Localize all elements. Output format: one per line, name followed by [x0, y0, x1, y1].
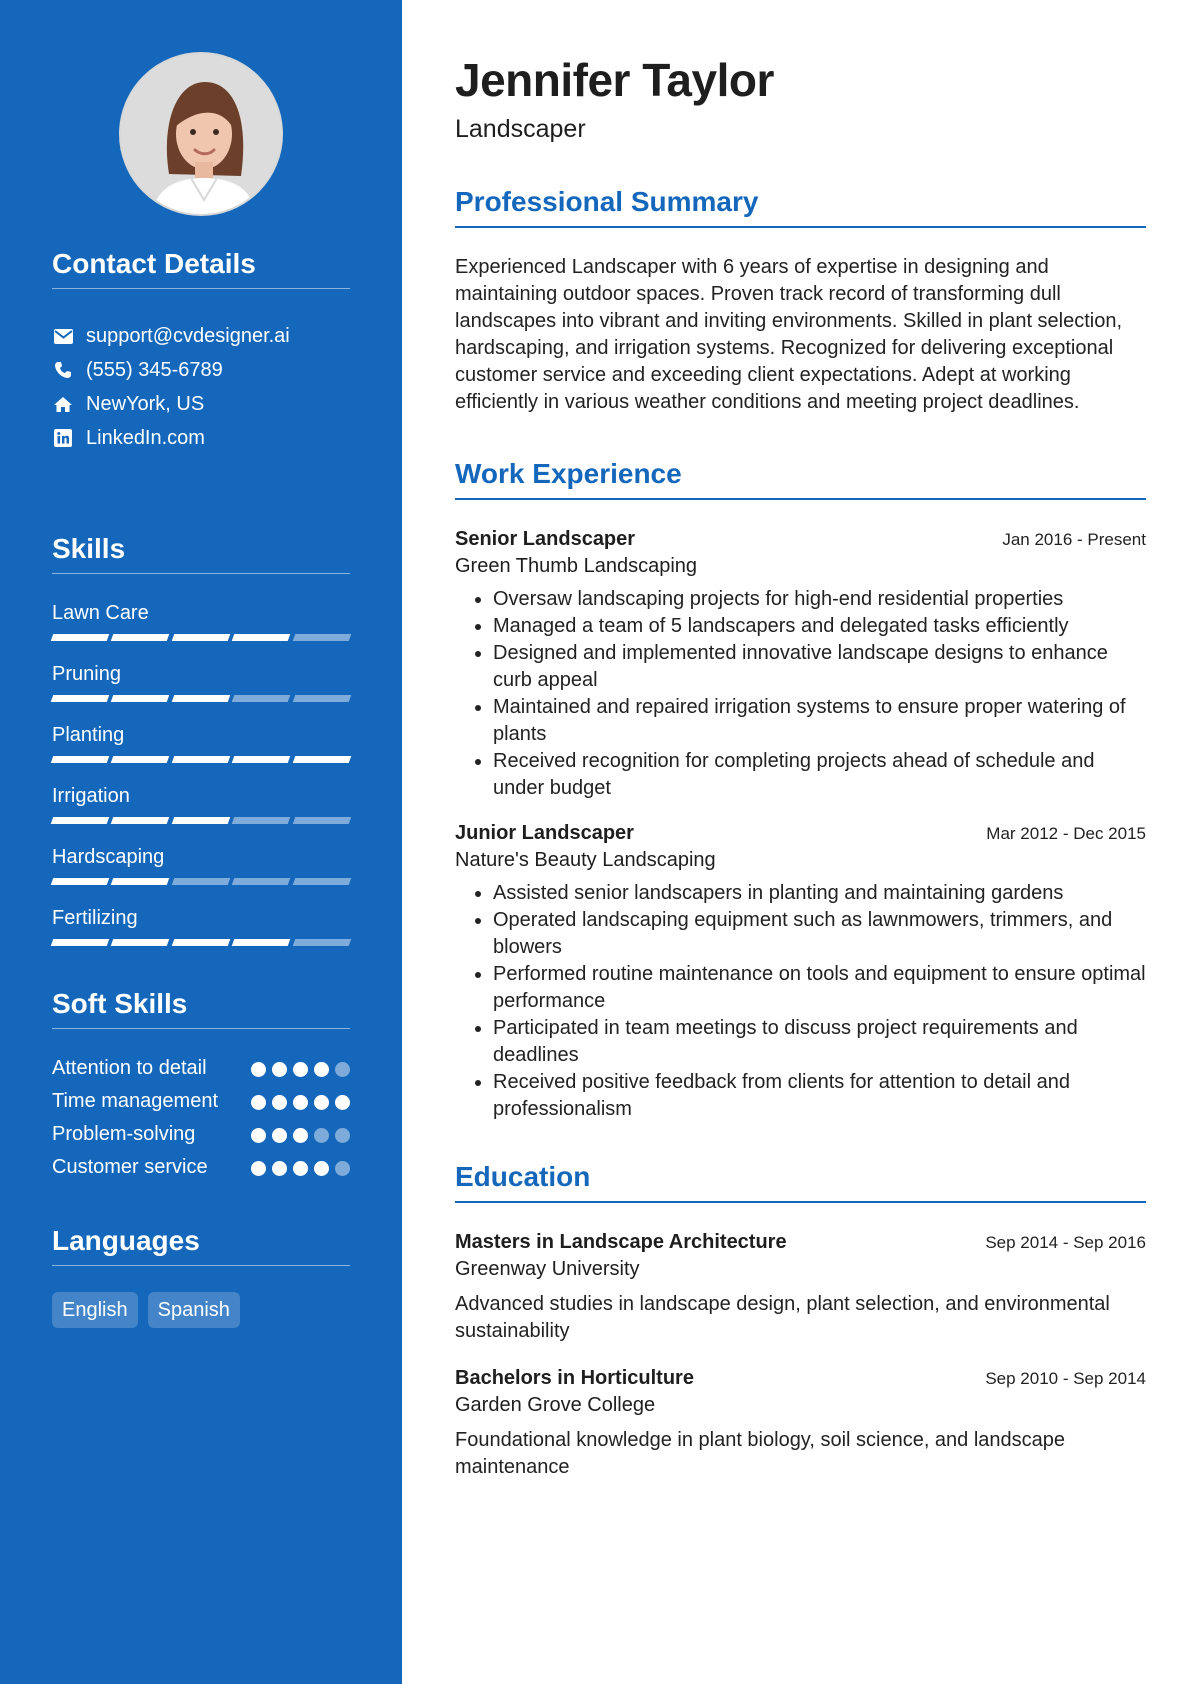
soft-skill-item	[52, 1121, 350, 1148]
rating-dot	[335, 1161, 350, 1176]
contact-email-text: support@cvdesigner.ai	[86, 324, 290, 347]
skill-level-segment	[51, 939, 110, 946]
skill-level-segment	[292, 817, 351, 824]
rating-dot	[272, 1161, 287, 1176]
summary-text: Experienced Landscaper with 6 years of expertise in designing and maintaining outdoor spaces. Proven track record of transforming dull landscapes into vibrant and inviting environments. Skilled in plant selection, hardscaping, and irrigation systems. Recognized for delivering exceptional customer service and exceeding client expectations. Adept at working efficiently in various weather conditions and meeting project deadlines.	[455, 256, 1123, 413]
skill-level-segment	[111, 634, 170, 641]
skill-item	[52, 600, 350, 641]
soft-skill-rating	[251, 1121, 350, 1143]
skill-level-bar	[52, 817, 350, 824]
rating-dot	[293, 1095, 308, 1110]
job-entry	[455, 526, 1146, 802]
rating-dot	[251, 1095, 266, 1110]
contact-location	[52, 387, 350, 421]
phone-icon	[52, 360, 74, 380]
rating-dot	[251, 1062, 266, 1077]
contact-phone[interactable]	[52, 353, 350, 387]
education-school: Greenway University	[455, 1258, 640, 1280]
soft-skill-item	[52, 1088, 350, 1115]
skill-name: Hardscaping	[52, 846, 165, 868]
skill-name: Pruning	[52, 663, 121, 685]
contact-linkedin[interactable]	[52, 421, 350, 455]
skill-level-segment	[111, 695, 170, 702]
skill-level-bar	[52, 695, 350, 702]
skill-name: Irrigation	[52, 785, 130, 807]
rating-dot	[335, 1095, 350, 1110]
job-entry	[455, 820, 1146, 1123]
skill-level-segment	[111, 756, 170, 763]
job-list	[455, 526, 1146, 1123]
job-bullet: • Operated landscaping equipment such as lawnmowers, trimmers, and blowers	[493, 907, 1146, 961]
education-degree: Masters in Landscape Architecture	[455, 1231, 787, 1253]
education-header	[455, 1229, 1146, 1256]
skill-level-segment	[111, 878, 170, 885]
education-header	[455, 1365, 1146, 1392]
skill-level-segment	[172, 634, 231, 641]
skill-level-segment	[172, 878, 231, 885]
education-list	[455, 1229, 1146, 1481]
rating-dot	[293, 1128, 308, 1143]
rating-dot	[272, 1095, 287, 1110]
skill-level-bar	[52, 634, 350, 641]
rating-dot	[314, 1095, 329, 1110]
envelope-icon	[52, 326, 74, 346]
soft-skills-section	[52, 988, 350, 1181]
avatar	[119, 52, 283, 216]
skill-level-segment	[232, 634, 291, 641]
education-heading: Education	[455, 1161, 1146, 1203]
job-bullet: • Assisted senior landscapers in planting and maintaining gardens	[493, 880, 1146, 907]
job-header	[455, 820, 1146, 847]
soft-skill-item	[52, 1154, 350, 1181]
job-bullet: • Received recognition for completing projects ahead of schedule and under budget	[493, 748, 1146, 802]
contact-section	[52, 248, 350, 455]
job-bullet: • Received positive feedback from clients for attention to detail and professionalism	[493, 1069, 1146, 1123]
job-title: Junior Landscaper	[455, 822, 634, 844]
language-badge: English	[52, 1292, 138, 1328]
language-badge: Spanish	[148, 1292, 240, 1328]
skill-level-segment	[51, 756, 110, 763]
skill-level-segment	[292, 878, 351, 885]
job-bullet: • Oversaw landscaping projects for high-end residential properties	[493, 586, 1146, 613]
skill-level-segment	[51, 817, 110, 824]
skill-item	[52, 905, 350, 946]
soft-skill-name: Customer service	[52, 1156, 208, 1178]
job-header	[455, 526, 1146, 553]
job-bullet: • Designed and implemented innovative landscape designs to enhance curb appeal	[493, 640, 1146, 694]
education-description: Advanced studies in landscape design, plant selection, and environmental sustainability	[455, 1293, 1110, 1342]
skill-level-segment	[172, 939, 231, 946]
skill-name: Fertilizing	[52, 907, 138, 929]
job-company: Nature's Beauty Landscaping	[455, 849, 716, 871]
skill-level-segment	[292, 756, 351, 763]
skill-level-bar	[52, 939, 350, 946]
education-school: Garden Grove College	[455, 1394, 656, 1416]
home-icon	[52, 394, 74, 414]
rating-dot	[314, 1128, 329, 1143]
job-bullet: • Managed a team of 5 landscapers and delegated tasks efficiently	[493, 613, 1146, 640]
main-content	[402, 0, 1200, 1684]
education-dates: Sep 2010 - Sep 2014	[985, 1369, 1146, 1388]
skill-level-segment	[232, 878, 291, 885]
skill-level-segment	[51, 634, 110, 641]
job-title: Senior Landscaper	[455, 528, 636, 550]
job-bullet: • Maintained and repaired irrigation systems to ensure proper watering of plants	[493, 694, 1146, 748]
contact-location-text: NewYork, US	[86, 392, 205, 415]
rating-dot	[314, 1062, 329, 1077]
soft-skill-name: Time management	[52, 1090, 218, 1112]
education-degree: Bachelors in Horticulture	[455, 1367, 694, 1389]
contact-phone-text: (555) 345-6789	[86, 358, 223, 381]
skill-level-segment	[232, 756, 291, 763]
skills-section	[52, 533, 350, 946]
soft-skills-heading: Soft Skills	[52, 988, 350, 1029]
sidebar	[0, 0, 402, 1684]
skill-level-segment	[172, 756, 231, 763]
skill-level-segment	[232, 695, 291, 702]
education-entry	[455, 1229, 1146, 1345]
avatar-illustration	[121, 54, 283, 216]
skill-level-segment	[111, 817, 170, 824]
education-section	[455, 1161, 1146, 1481]
job-company: Green Thumb Landscaping	[455, 555, 698, 577]
language-list	[52, 1292, 350, 1328]
skill-item	[52, 661, 350, 702]
skill-name: Lawn Care	[52, 602, 149, 624]
skill-item	[52, 722, 350, 763]
contact-list	[52, 319, 350, 455]
soft-skill-rating	[251, 1055, 350, 1077]
contact-email[interactable]	[52, 319, 350, 353]
skill-level-segment	[232, 939, 291, 946]
skill-level-segment	[172, 817, 231, 824]
job-dates: Jan 2016 - Present	[1002, 530, 1146, 549]
job-bullets	[455, 880, 1146, 1123]
skill-level-segment	[292, 695, 351, 702]
job-bullet: • Participated in team meetings to discuss project requirements and deadlines	[493, 1015, 1146, 1069]
education-dates: Sep 2014 - Sep 2016	[985, 1233, 1146, 1252]
skills-heading: Skills	[52, 533, 350, 574]
experience-section	[455, 458, 1146, 1123]
languages-heading: Languages	[52, 1225, 350, 1266]
job-bullet: • Performed routine maintenance on tools and equipment to ensure optimal performance	[493, 961, 1146, 1015]
skill-name: Planting	[52, 724, 125, 746]
experience-heading: Work Experience	[455, 458, 1146, 500]
skill-level-segment	[111, 939, 170, 946]
skill-item	[52, 844, 350, 885]
skill-level-segment	[292, 634, 351, 641]
candidate-title: Landscaper	[455, 115, 586, 143]
candidate-name: Jennifer Taylor	[455, 54, 774, 106]
soft-skill-name: Problem-solving	[52, 1123, 196, 1145]
skill-level-segment	[232, 817, 291, 824]
education-entry	[455, 1365, 1146, 1481]
job-bullets	[455, 586, 1146, 802]
languages-section	[52, 1225, 350, 1328]
skill-level-segment	[172, 695, 231, 702]
soft-skill-rating	[251, 1154, 350, 1176]
rating-dot	[272, 1062, 287, 1077]
contact-heading: Contact Details	[52, 248, 350, 289]
soft-skill-rating	[251, 1088, 350, 1110]
skill-list	[52, 600, 350, 946]
skill-level-bar	[52, 756, 350, 763]
education-description: Foundational knowledge in plant biology, soil science, and landscape maintenance	[455, 1429, 1066, 1478]
contact-linkedin-text: LinkedIn.com	[86, 426, 205, 449]
rating-dot	[272, 1128, 287, 1143]
rating-dot	[314, 1161, 329, 1176]
skill-level-segment	[51, 695, 110, 702]
rating-dot	[251, 1128, 266, 1143]
skill-level-bar	[52, 878, 350, 885]
summary-heading: Professional Summary	[455, 186, 1146, 228]
soft-skill-item	[52, 1055, 350, 1082]
skill-level-segment	[292, 939, 351, 946]
photo-wrapper	[52, 52, 350, 216]
rating-dot	[251, 1161, 266, 1176]
job-dates: Mar 2012 - Dec 2015	[986, 824, 1146, 843]
soft-skill-name: Attention to detail	[52, 1057, 207, 1079]
rating-dot	[293, 1062, 308, 1077]
soft-skill-list	[52, 1055, 350, 1181]
rating-dot	[335, 1128, 350, 1143]
skill-item	[52, 783, 350, 824]
skill-level-segment	[51, 878, 110, 885]
rating-dot	[293, 1161, 308, 1176]
rating-dot	[335, 1062, 350, 1077]
summary-section	[455, 186, 1146, 416]
linkedin-icon	[52, 428, 74, 448]
